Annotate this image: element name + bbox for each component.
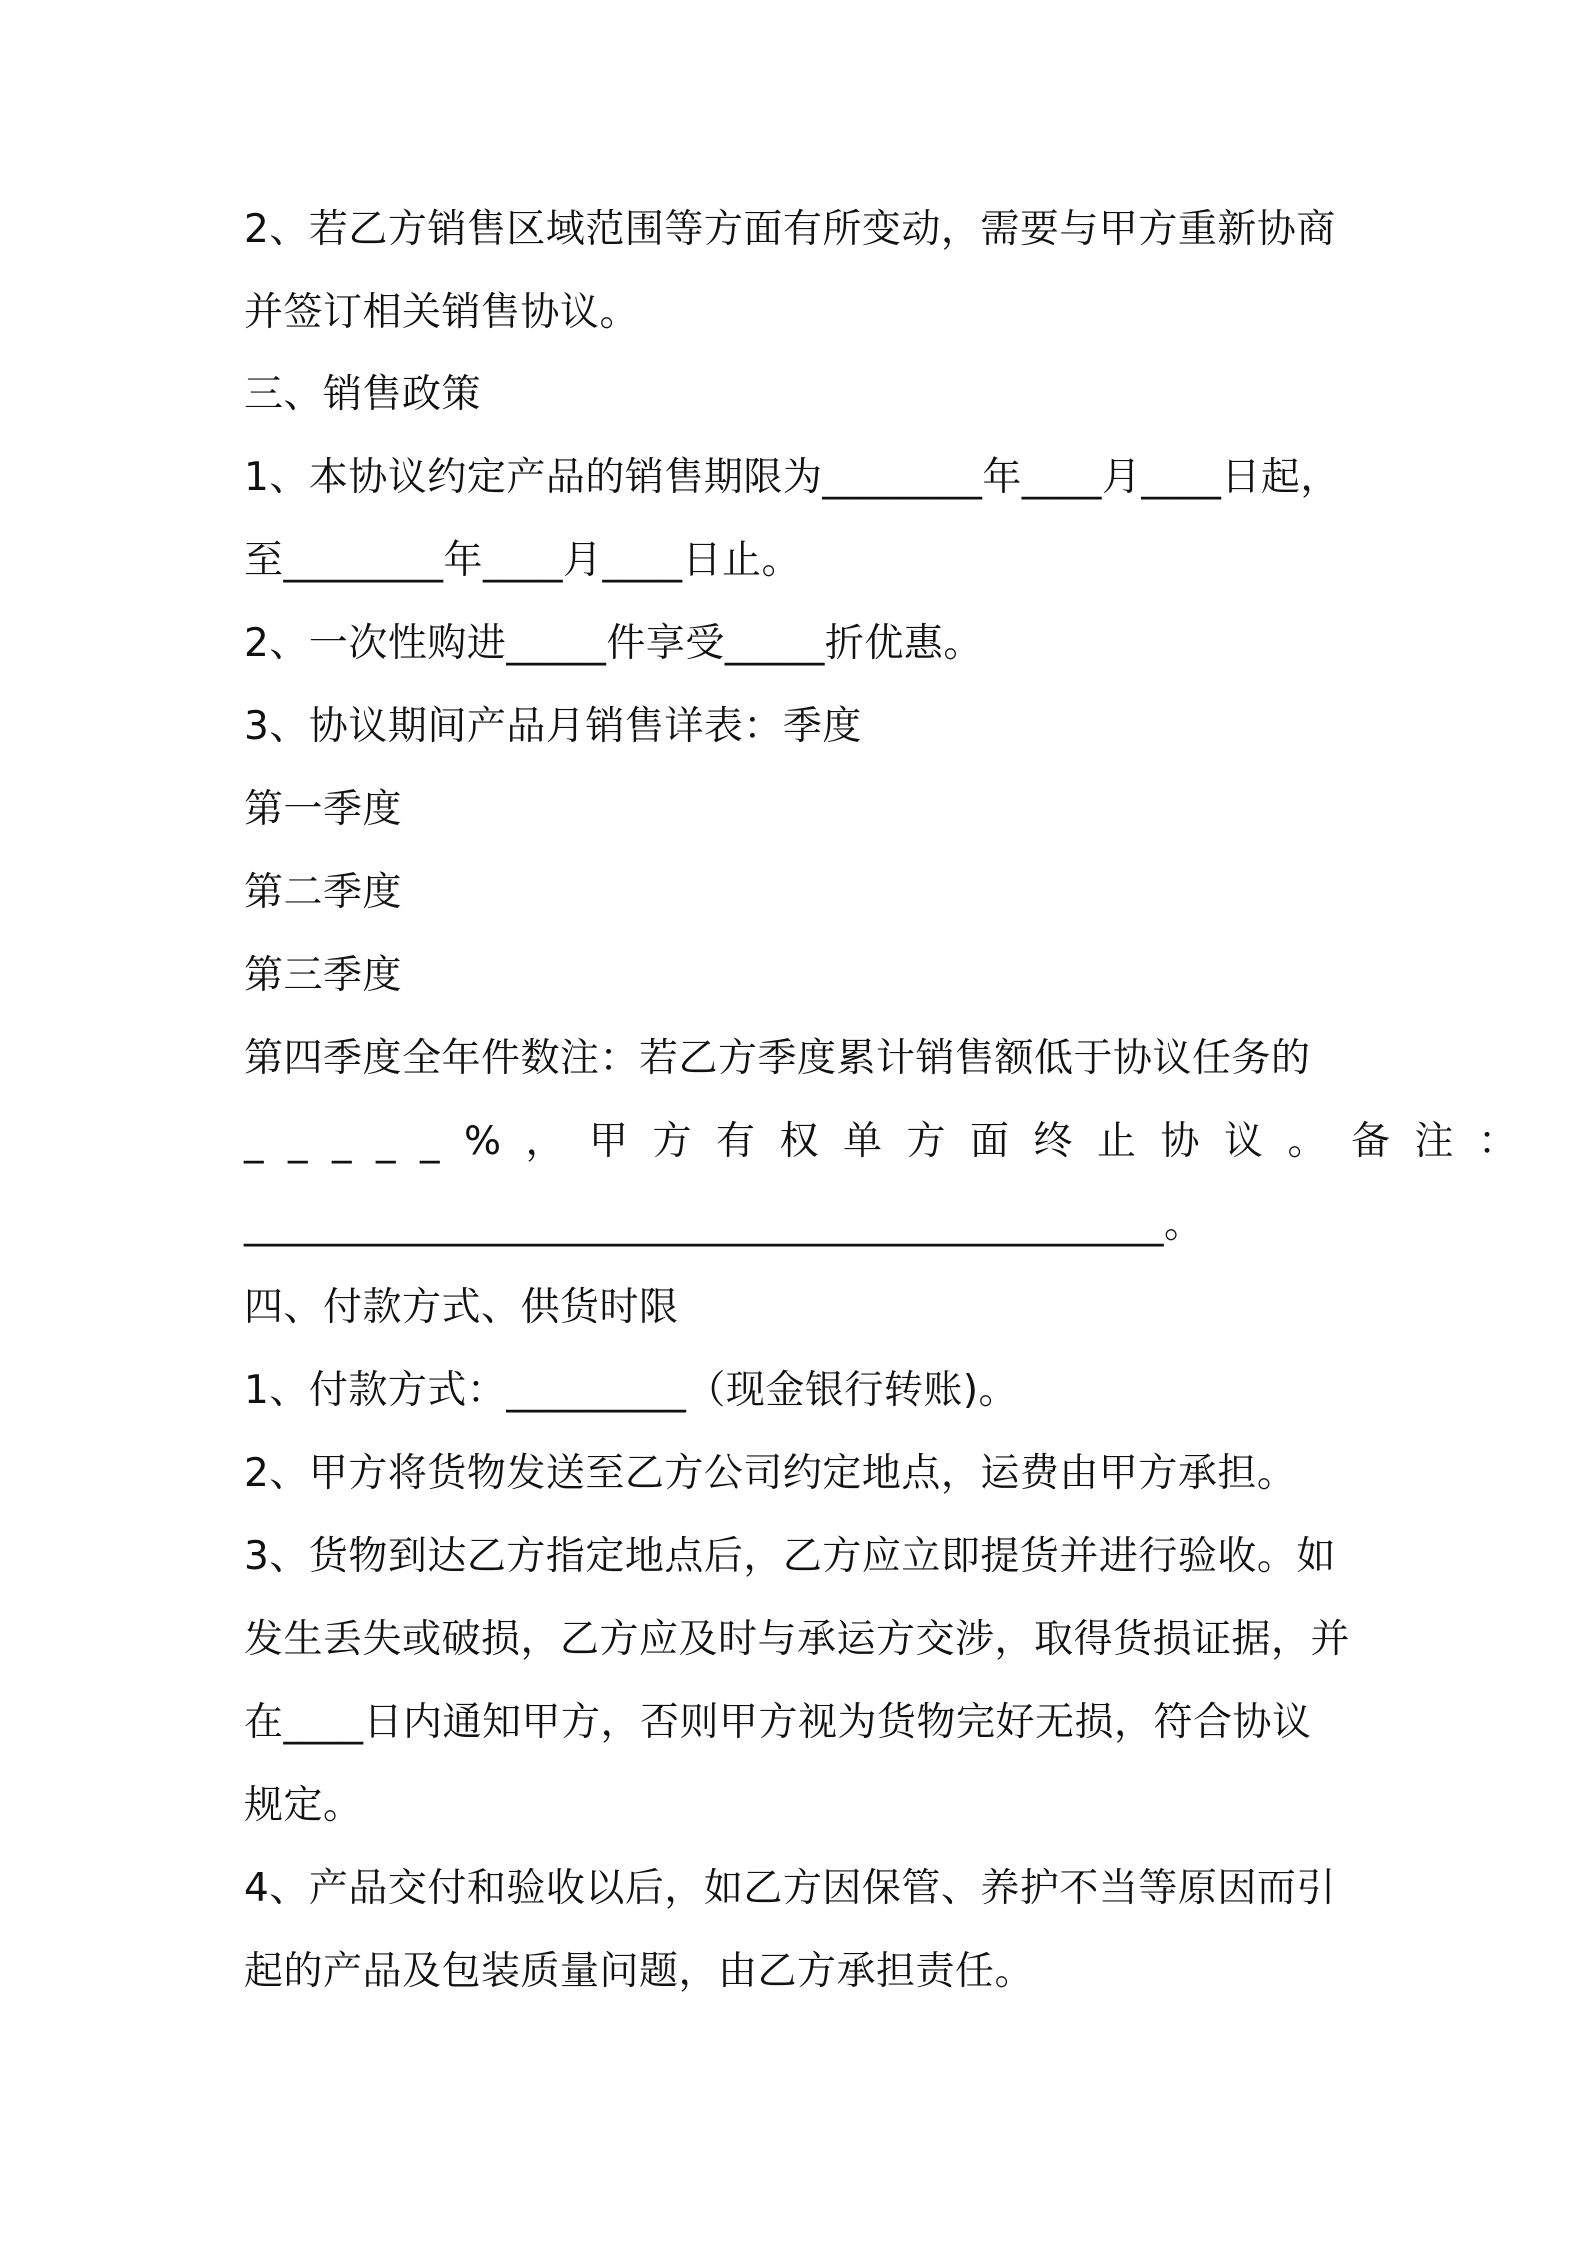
text-line-quarter-3: 第三季度 <box>244 953 403 998</box>
text-line-liability-continued: 起的产品及包装质量问题，由乙方承担责任。 <box>244 1949 1035 1994</box>
text-line-sales-period-end: 至________年____月____日止。 <box>244 538 802 583</box>
text-line-monthly-sales-table: 3、协议期间产品月销售详表：季度 <box>244 704 862 749</box>
text-line-regulation: 规定。 <box>244 1783 363 1828</box>
text-line-quarter-4-note: 第四季度全年件数注：若乙方季度累计销售额低于协议任务的 <box>244 1036 1311 1081</box>
text-line-clause-2-sales-area: 2、若乙方销售区域范围等方面有所变动，需要与甲方重新协商 <box>244 207 1336 252</box>
text-line-quarter-2: 第二季度 <box>244 870 403 915</box>
text-line-inspection-continued: 发生丢失或破损，乙方应及时与承运方交涉，取得货损证据，并 <box>244 1617 1351 1662</box>
text-line-remark-blank: ______________________________________________。 <box>244 1202 1204 1247</box>
section-heading-sales-policy: 三、销售政策 <box>244 372 482 417</box>
text-line-quarter-1: 第一季度 <box>244 787 403 832</box>
text-line-notification-days: 在____日内通知甲方，否则甲方视为货物完好无损，符合协议 <box>244 1700 1312 1745</box>
text-line-shipping: 2、甲方将货物发送至乙方公司约定地点，运费由甲方承担。 <box>244 1451 1297 1496</box>
text-line-clause-2-continued: 并签订相关销售协议。 <box>244 290 640 335</box>
section-heading-payment-delivery: 四、付款方式、供货时限 <box>244 1285 679 1330</box>
text-line-sales-period: 1、本协议约定产品的销售期限为________年____月____日起， <box>244 455 1340 500</box>
text-line-liability: 4、产品交付和验收以后，如乙方因保管、养护不当等原因而引 <box>244 1866 1336 1911</box>
text-line-bulk-discount: 2、一次性购进_____件享受_____折优惠。 <box>244 621 983 666</box>
text-line-inspection: 3、货物到达乙方指定地点后，乙方应立即提货并进行验收。如 <box>244 1534 1336 1579</box>
text-line-payment-method: 1、付款方式：_________（现金银行转账)。 <box>244 1368 1019 1413</box>
text-line-termination-remark: _____%，甲方有权单方面终止协议。备注： <box>244 1119 1542 1164</box>
